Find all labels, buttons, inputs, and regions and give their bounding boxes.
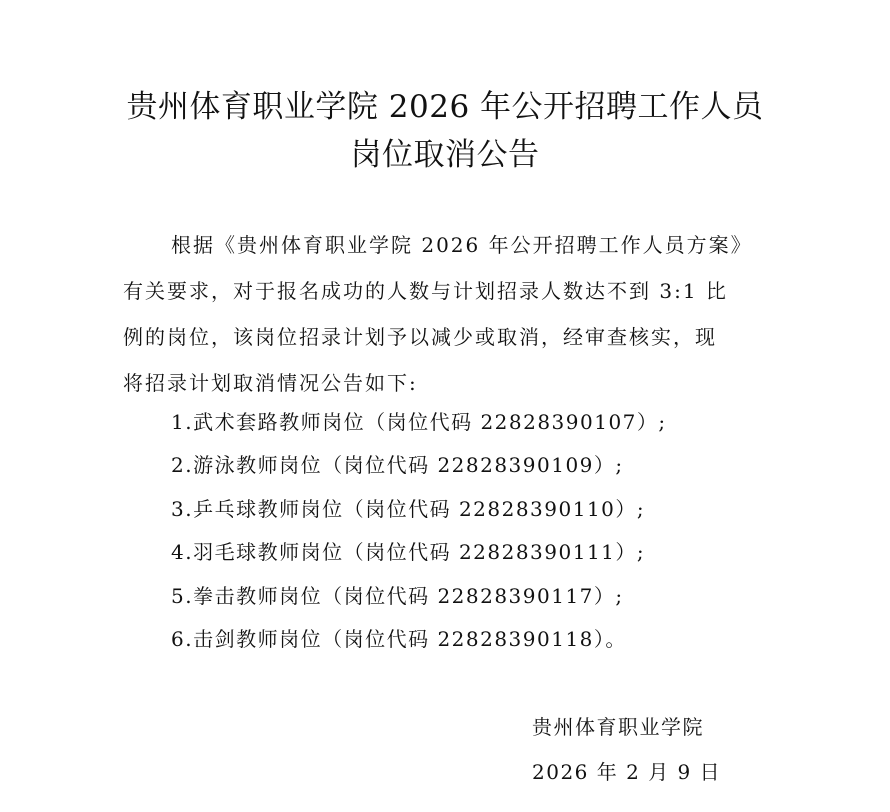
page-title-line-1: 贵州体育职业学院 2026 年公开招聘工作人员 [126,89,764,125]
body-line-1: 根据《贵州体育职业学院 2026 年公开招聘工作人员方案》 [171,233,753,257]
page-title-line-2: 岗位取消公告 [350,137,540,173]
list-item: 6.击剑教师岗位（岗位代码 22828390118）。 [171,627,627,651]
list-item: 1.武术套路教师岗位（岗位代码 22828390107）; [171,410,667,434]
list-item: 3.乒乓球教师岗位（岗位代码 22828390110）; [171,497,646,521]
body-line-3: 例的岗位，该岗位招录计划予以减少或取消，经审查核实，现 [123,325,717,349]
body-line-2: 有关要求，对于报名成功的人数与计划招录人数达不到 3:1 比 [123,279,728,303]
signature-date: 2026 年 2 月 9 日 [532,760,722,784]
list-item: 5.拳击教师岗位（岗位代码 22828390117）; [171,584,624,608]
body-line-4: 将招录计划取消情况公告如下: [123,371,418,395]
list-item: 2.游泳教师岗位（岗位代码 22828390109）; [171,453,624,477]
signature-org: 贵州体育职业学院 [532,715,704,739]
list-item: 4.羽毛球教师岗位（岗位代码 22828390111）; [171,540,646,564]
